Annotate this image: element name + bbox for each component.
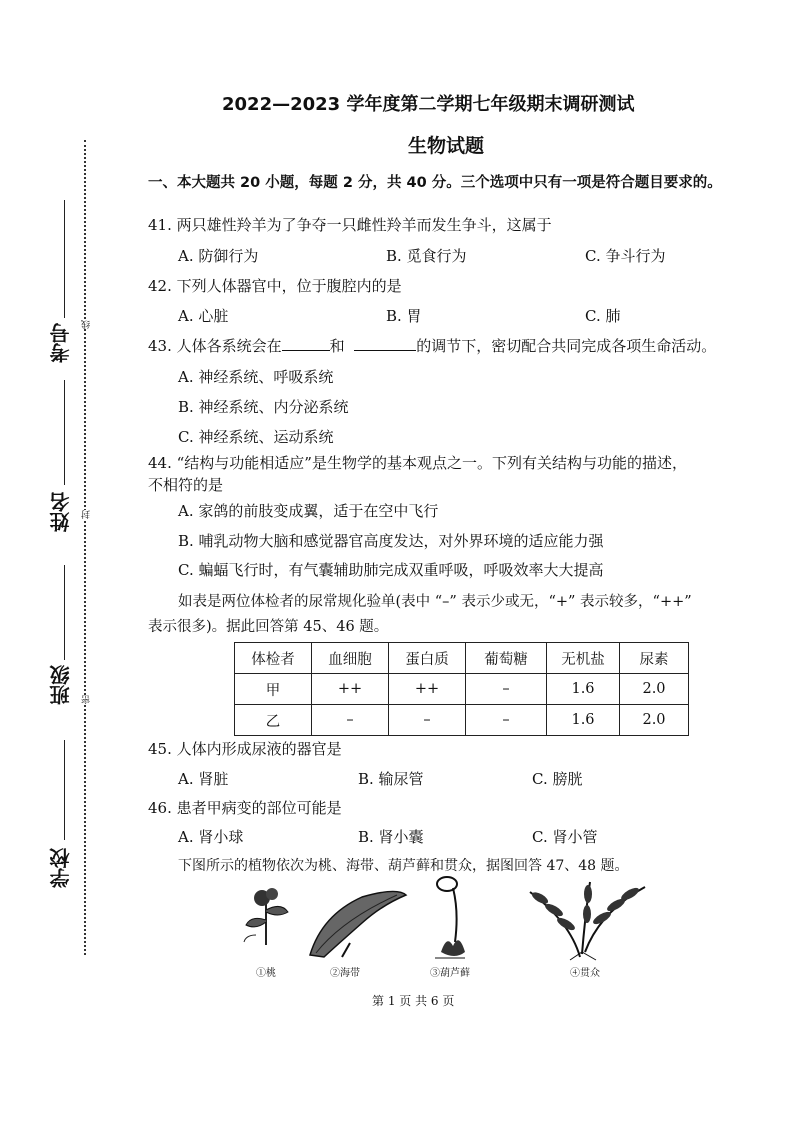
table-intro-line2: 表示很多)。据此回答第 45、46 题。 — [148, 619, 389, 635]
question-43-option-b[interactable]: B. 神经系统、内分泌系统 — [178, 398, 349, 416]
table-cell: 1.6 — [547, 705, 620, 736]
question-41-stem: 41. 两只雄性羚羊为了争夺一只雌性羚羊而发生争斗，这属于 — [148, 216, 552, 234]
question-43-stem — [148, 335, 716, 356]
binding-mark-feng: 封 — [82, 510, 92, 519]
binding-dotted-line — [84, 140, 86, 955]
binding-mark-mi: 密 — [82, 695, 92, 704]
table-cell: 甲 — [235, 674, 312, 705]
table-header-cell: 无机盐 — [547, 643, 620, 674]
table-header-cell: 蛋白质 — [389, 643, 466, 674]
table-row — [235, 674, 689, 705]
question-43-blank-2[interactable] — [354, 336, 416, 351]
exam-number-label: 考号 — [49, 323, 73, 363]
question-46-stem: 46. 患者甲病变的部位可能是 — [148, 799, 342, 817]
table-cell: 乙 — [235, 705, 312, 736]
question-44-stem-line2: 不相符的是 — [148, 476, 224, 494]
question-42-option-c[interactable]: C. 肺 — [585, 307, 621, 325]
figure-intro: 下图所示的植物依次为桃、海带、葫芦藓和贯众，据图回答 47、48 题。 — [178, 858, 629, 874]
table-header-cell: 尿素 — [620, 643, 689, 674]
name-field-line[interactable] — [64, 380, 65, 485]
table-header-cell: 葡萄糖 — [466, 643, 547, 674]
question-44-stem-line1: 44. “结构与功能相适应”是生物学的基本观点之一。下列有关结构与功能的描述， — [148, 454, 687, 472]
table-cell: – — [312, 705, 389, 736]
moss-illustration — [425, 872, 475, 962]
table-cell: – — [466, 705, 547, 736]
question-41-option-b[interactable]: B. 觅食行为 — [386, 247, 467, 265]
name-label: 姓名 — [49, 492, 73, 532]
question-43-option-a[interactable]: A. 神经系统、呼吸系统 — [178, 368, 334, 386]
question-43-blank-1[interactable] — [282, 336, 330, 351]
question-45-stem: 45. 人体内形成尿液的器官是 — [148, 740, 342, 758]
table-header-row — [235, 643, 689, 674]
table-cell: 2.0 — [620, 674, 689, 705]
school-field-line[interactable] — [64, 740, 65, 840]
table-row — [235, 705, 689, 736]
figure-caption-fern: ④贯众 — [570, 968, 600, 979]
question-44-option-c[interactable]: C. 蝙蝠飞行时，有气囊辅助肺完成双重呼吸，呼吸效率大大提高 — [178, 561, 604, 579]
question-41-option-a[interactable]: A. 防御行为 — [178, 247, 259, 265]
figure-caption-peach: ①桃 — [256, 968, 276, 979]
question-42-stem: 42. 下列人体器官中，位于腹腔内的是 — [148, 277, 402, 295]
table-cell: ++ — [389, 674, 466, 705]
figure-caption-kelp: ②海带 — [330, 968, 360, 979]
urine-test-table — [234, 642, 689, 736]
question-46-option-a[interactable]: A. 肾小球 — [178, 828, 244, 846]
class-label: 班级 — [49, 665, 73, 705]
question-44-option-b[interactable]: B. 哺乳动物大脑和感觉器官高度发达，对外界环境的适应能力强 — [178, 532, 604, 550]
class-field-line[interactable] — [64, 565, 65, 660]
table-header-cell: 血细胞 — [312, 643, 389, 674]
question-44-option-a[interactable]: A. 家鸽的前肢变成翼，适于在空中飞行 — [178, 502, 439, 520]
question-43-option-c[interactable]: C. 神经系统、运动系统 — [178, 428, 334, 446]
question-42-option-b[interactable]: B. 胃 — [386, 307, 422, 325]
exam-number-field-line[interactable] — [64, 200, 65, 318]
school-label: 学校 — [49, 848, 73, 888]
question-46-option-b[interactable]: B. 肾小囊 — [358, 828, 424, 846]
question-43-stem-part3: 的调节下，密切配合共同完成各项生命活动。 — [416, 337, 717, 355]
question-45-option-c[interactable]: C. 膀胱 — [532, 770, 583, 788]
kelp-illustration — [302, 885, 412, 960]
table-header-cell: 体检者 — [235, 643, 312, 674]
binding-mark-xian: 线 — [82, 320, 92, 329]
table-intro-line1: 如表是两位体检者的尿常规化验单(表中 “–” 表示少或无，“+” 表示较多，“++” — [178, 594, 692, 610]
question-45-option-b[interactable]: B. 输尿管 — [358, 770, 424, 788]
page-title: 2022—2023 学年度第二学期七年级期末调研测试 — [222, 94, 635, 115]
fern-illustration — [510, 872, 655, 962]
question-46-option-c[interactable]: C. 肾小管 — [532, 828, 598, 846]
peach-plant-illustration — [236, 880, 296, 950]
question-41-option-c[interactable]: C. 争斗行为 — [585, 247, 666, 265]
table-cell: 1.6 — [547, 674, 620, 705]
question-43-stem-part1: 43. 人体各系统会在 — [148, 337, 282, 355]
figure-caption-moss: ③葫芦藓 — [430, 968, 470, 979]
table-cell: ++ — [312, 674, 389, 705]
section-instructions: 一、本大题共 20 小题，每题 2 分，共 40 分。三个选项中只有一项是符合题目要求的。 — [148, 175, 722, 191]
table-cell: – — [466, 674, 547, 705]
question-43-stem-part2: 和 — [329, 337, 345, 355]
table-cell: 2.0 — [620, 705, 689, 736]
page-number: 第 1 页 共 6 页 — [372, 994, 455, 1008]
question-42-option-a[interactable]: A. 心脏 — [178, 307, 229, 325]
page-subtitle: 生物试题 — [408, 135, 485, 157]
table-cell: – — [389, 705, 466, 736]
question-45-option-a[interactable]: A. 肾脏 — [178, 770, 229, 788]
